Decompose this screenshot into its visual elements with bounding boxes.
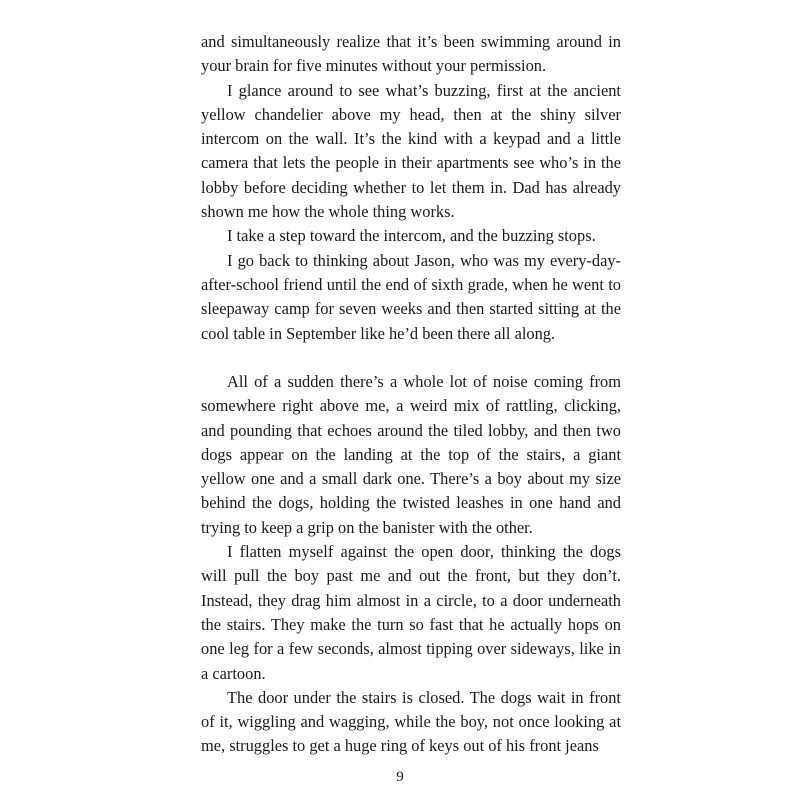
- paragraph: I go back to thinking about Jason, who was my every-day-after-school friend until the end of sixth grade, when he went to sleepaway camp for seven weeks and then started sitting at the cool table in September like he’d been there all along.: [201, 250, 621, 343]
- paragraph: I glance around to see what’s buzzing, first at the ancient yellow chandelier above my head, then at the shiny silver intercom on the wall. It’s the kind with a keypad and a little camera that lets the people in their apartments see who’s in the lobby before deciding whether to let them in. Dad has already shown me how the whole thing works.: [201, 80, 621, 222]
- text-section-one: [201, 30, 621, 346]
- paragraph: The door under the stairs is closed. The dogs wait in front of it, wiggling and wagging, while the boy, not once looking at me, struggles to get a huge ring of keys out of his front jeans: [201, 687, 621, 756]
- text-section-two: [201, 370, 621, 759]
- paragraph-continued: and simultaneously realize that it’s been swimming around in your brain for five minutes without your permission.: [201, 32, 621, 76]
- paragraph: I flatten myself against the open door, thinking the dogs will pull the boy past me and out the front, but they don’t. Instead, they drag him almost in a circle, to a door underneath the stairs. They make the turn so fast that he actually hops on one leg for a few seconds, almost tipping over sideways, like in a cartoon.: [201, 542, 621, 683]
- paragraph: All of a sudden there’s a whole lot of noise coming from somewhere right above me, a weird mix of rattling, clicking, and pounding that echoes around the tiled lobby, and then two dogs appear on the landing at the top of the stairs, a giant yellow one and a small dark one. There’s a boy about my size behind the dogs, holding the twisted leashes in one hand and trying to keep a grip on the banister with the other.: [201, 372, 621, 537]
- paragraph: I take a step toward the intercom, and the buzzing stops.: [227, 226, 596, 246]
- page-number: 9: [396, 769, 404, 785]
